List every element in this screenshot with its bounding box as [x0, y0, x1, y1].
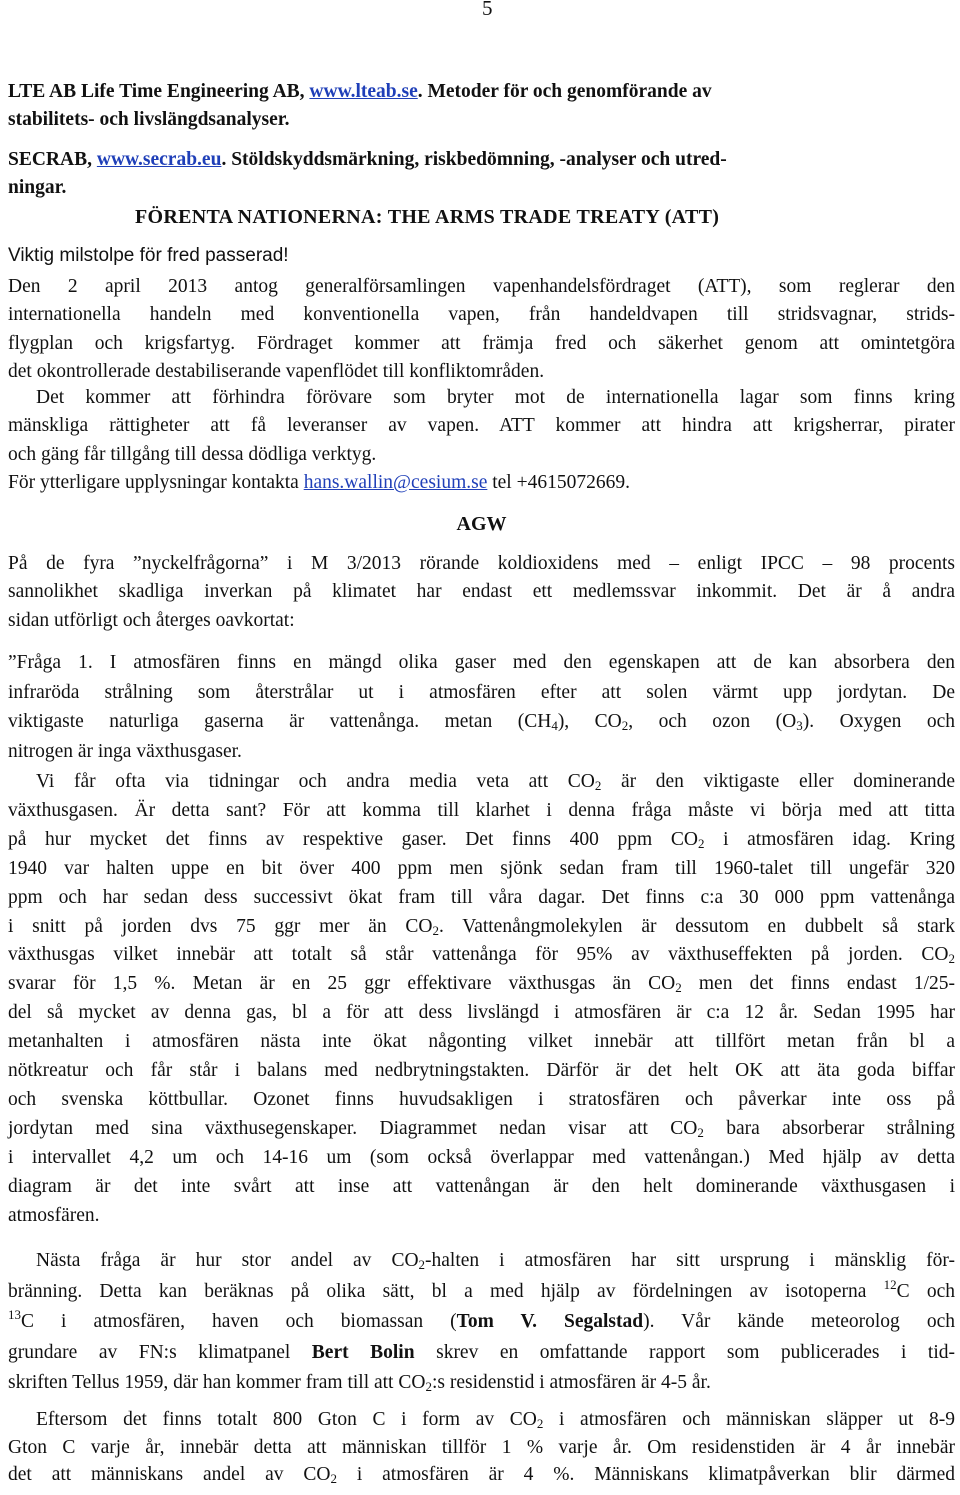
att-contact: För ytterligare upplysningar kontakta hans.wallin@cesium.se tel +4615072669.: [8, 472, 630, 494]
att-heading: FÖRENTA NATIONERNA: THE ARMS TRADE TREATY (ATT): [135, 206, 720, 228]
residence-paragraph: Eftersom det finns totalt 800 Gton C i form av $CO_2$ i atmosfären och människan släpper ut 8-9 Gton C varje år, innebär detta att människan tillför 1 % varje år. Om residenstiden är 4 år innebär det att människans andel av $CO_2$ i atmosfären är 4 %. Människans klimatpåverkan blir därmed: [8, 1409, 955, 1486]
co2-paragraph: Vi får ofta via tidningar och andra media veta att $CO_2$ är den viktigaste eller dominerande växthusgasen. Är detta sant? För att komma till klarhet i denna fråga måste vi börja med att titta på hur mycket det finns av respektive gaser. Det finns 400 ppm $CO_2$ i atmosfären idag. Kring 1940 var halten uppe en bit över 400 ppm men sjönk sedan fram till 1960-talet till ungefär 320 ppm och har sedan dess successivt ökat fram till våra dagar. Det finns c:a 30 000 ppm vattenånga i snitt på jorden dvs 75 ggr mer än $CO_2$. Vattenångmolekylen är dessutom en dubbelt så stark växthusgas vilket innebär att totalt så står vattenånga för 95% av växthuseffekten på jorden. $CO_2$ svarar för 1,5 %. Metan är en 25 ggr effektivare växthusgas än $CO_2$ men det finns endast 1/25- del så mycket av denna gas, bl a för att dess livslängd i atmosfären är c:a 12 år. Sedan 1995 har metanhalten i atmosfären nästa inte ökat någonting vilket innebär att tillfört metan från bl a nötkreatur och får står i balans med nedbrytningstakten. Därför är det helt OK att äta goda biffar och svenska köttbullar. Ozonet finns huvudsakligen i stratosfären och påverkar inte oss på jordytan med sina växthusegenskaper. Diagrammet nedan visar att $CO_2$ bara absorberar strålning i intervallet 4,2 um och 14-16 um (som också överlappar med vattenångan.) Med hjälp av detta diagram är det inte svårt att inse att vattenångan är den helt dominerande växthusgasen i atmosfären.: [8, 771, 956, 1226]
lte-line2: stabilitets- och livslängdsanalyser.: [8, 109, 290, 131]
page-number: 5: [482, 0, 493, 20]
secrab-line2: ningar.: [8, 177, 67, 199]
name-bolin: Bert Bolin: [311, 1341, 415, 1363]
secrab-link[interactable]: www.secrab.eu: [96, 149, 222, 170]
lte-link[interactable]: www.lteab.se: [309, 81, 418, 102]
isotope-paragraph: Nästa fråga är hur stor andel av $CO_2$-halten i atmosfären har sitt ursprung i mänsklig för- bränning. Detta kan beräknas på olika sätt, bl a med hjälp av fördelningen av isotoperna $^{12}$C och $^{13}$C i atmosfären, haven och biomassan (Tom V. Segalstad). Vår kände meteorolog och grundare av FN:s klimatpanel Bert Bolin skrev en omfattande rapport som publicerades i tid- skriften Tellus 1959, där han kommer fram till att $CO_2:s$ residenstid i atmosfären är 4-5 år.: [8, 1250, 955, 1394]
question-1: ”Fråga 1. I atmosfären finns en mängd olika gaser med den egenskapen att de kan absorbera den infraröda strålning som återstrålar ut i atmosfären efter att solen värmt upp jordytan. De viktigaste naturliga gaserna är vattenånga. metan $(CH_4)$, $CO_2$, och ozon $(O_3)$. Oxygen och nitrogen är inga växthusgaser.: [8, 652, 955, 762]
secrab-name: SECRAB,: [8, 149, 97, 170]
secrab-rest: . Stöldskyddsmärkning, riskbedömning, -analyser och utred-: [221, 149, 727, 170]
lte-rest: . Metoder för och genomförande av: [417, 81, 712, 102]
att-subheading: Viktig milstolpe för fred passerad!: [8, 245, 289, 266]
att-paragraph-1: Den 2 april 2013 antog generalförsamlingen vapenhandelsfördraget (ATT), som reglerar den internationella handeln med konventionella vapen, från handeldvapen till stridsvagnar, strids- flygplan och krigsfartyg. Fördraget kommer att främja fred och säkerhet genom att omintetgöra det okontrollerade destabiliserande vapenflödet till konfliktområden.: [8, 276, 955, 383]
agw-intro: På de fyra ”nyckelfrågorna” i M 3/2013 rörande koldioxidens med – enligt IPCC – 98 procents sannolikhet skadliga inverkan på klimatet har endast ett medlemssvar inkommit. Det är å andra sidan utförligt och återges oavkortat:: [8, 553, 955, 631]
lte-name: LTE AB Life Time Engineering AB,: [8, 81, 310, 102]
agw-heading: AGW: [456, 513, 507, 535]
contact-email-link[interactable]: hans.wallin@cesium.se: [303, 472, 488, 494]
name-segalstad: Tom V. Segalstad: [456, 1311, 644, 1332]
att-paragraph-2: Det kommer att förhindra förövare som bryter mot de internationella lagar som finns kring mänskliga rättigheter att få leveranser av vapen. ATT kommer att hindra att krigsherrar, pirater och gäng får tillgång till dessa dödliga verktyg. För ytterligare upplysningar kontakta hans.wallin@cesium.se tel +4615072669.: [8, 384, 955, 498]
lte-entry: [8, 78, 955, 135]
secrab-entry: [8, 146, 955, 203]
